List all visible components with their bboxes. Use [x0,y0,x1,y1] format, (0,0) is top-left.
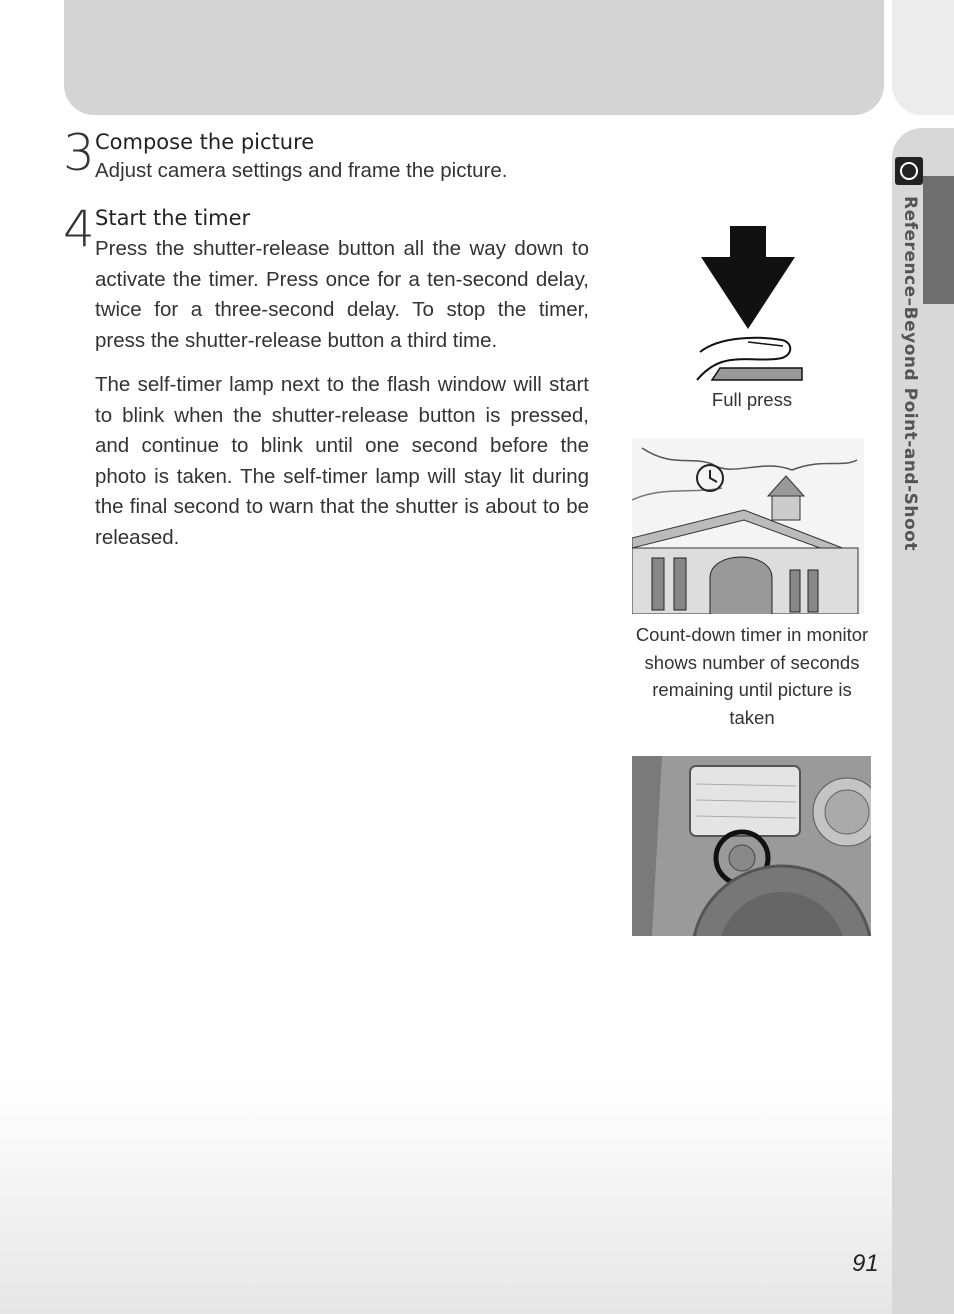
header-corner [892,0,954,115]
step-3-title: Compose the picture [95,130,315,154]
full-press-illustration [690,224,810,384]
step-4-number: 4 [63,200,95,258]
monitor-caption: Count-down timer in monitor shows number of seconds remaining until picture is taken [635,624,869,728]
page-number: 91 [852,1250,879,1277]
side-section-label: Reference–Beyond Point-and-Shoot [900,196,920,551]
step-3-text: Adjust camera settings and frame the picture. [95,159,508,182]
side-tab-marker [923,176,954,304]
self-timer-lamp-photo [632,756,871,936]
step-4-text: Press the shutter-release button all the way down to activate the timer. Press once for a ten-second delay, twice for a three-second delay. To stop the timer, press the shutter-release button a third time. [95,237,589,352]
step-4-title: Start the timer [95,206,251,230]
camera-mode-icon [895,157,923,185]
header-bar [64,0,884,115]
full-press-caption: Full press [711,389,793,410]
step-3-number: 3 [63,124,95,182]
monitor-illustration [632,438,864,614]
step-4-text-2: The self-timer lamp next to the flash window will start to blink when the shutter-release button is pressed, and continue to blink until one second before the photo is taken. The self-timer lamp will stay lit during the final second to warn that the shutter is about to be released. [95,373,589,549]
